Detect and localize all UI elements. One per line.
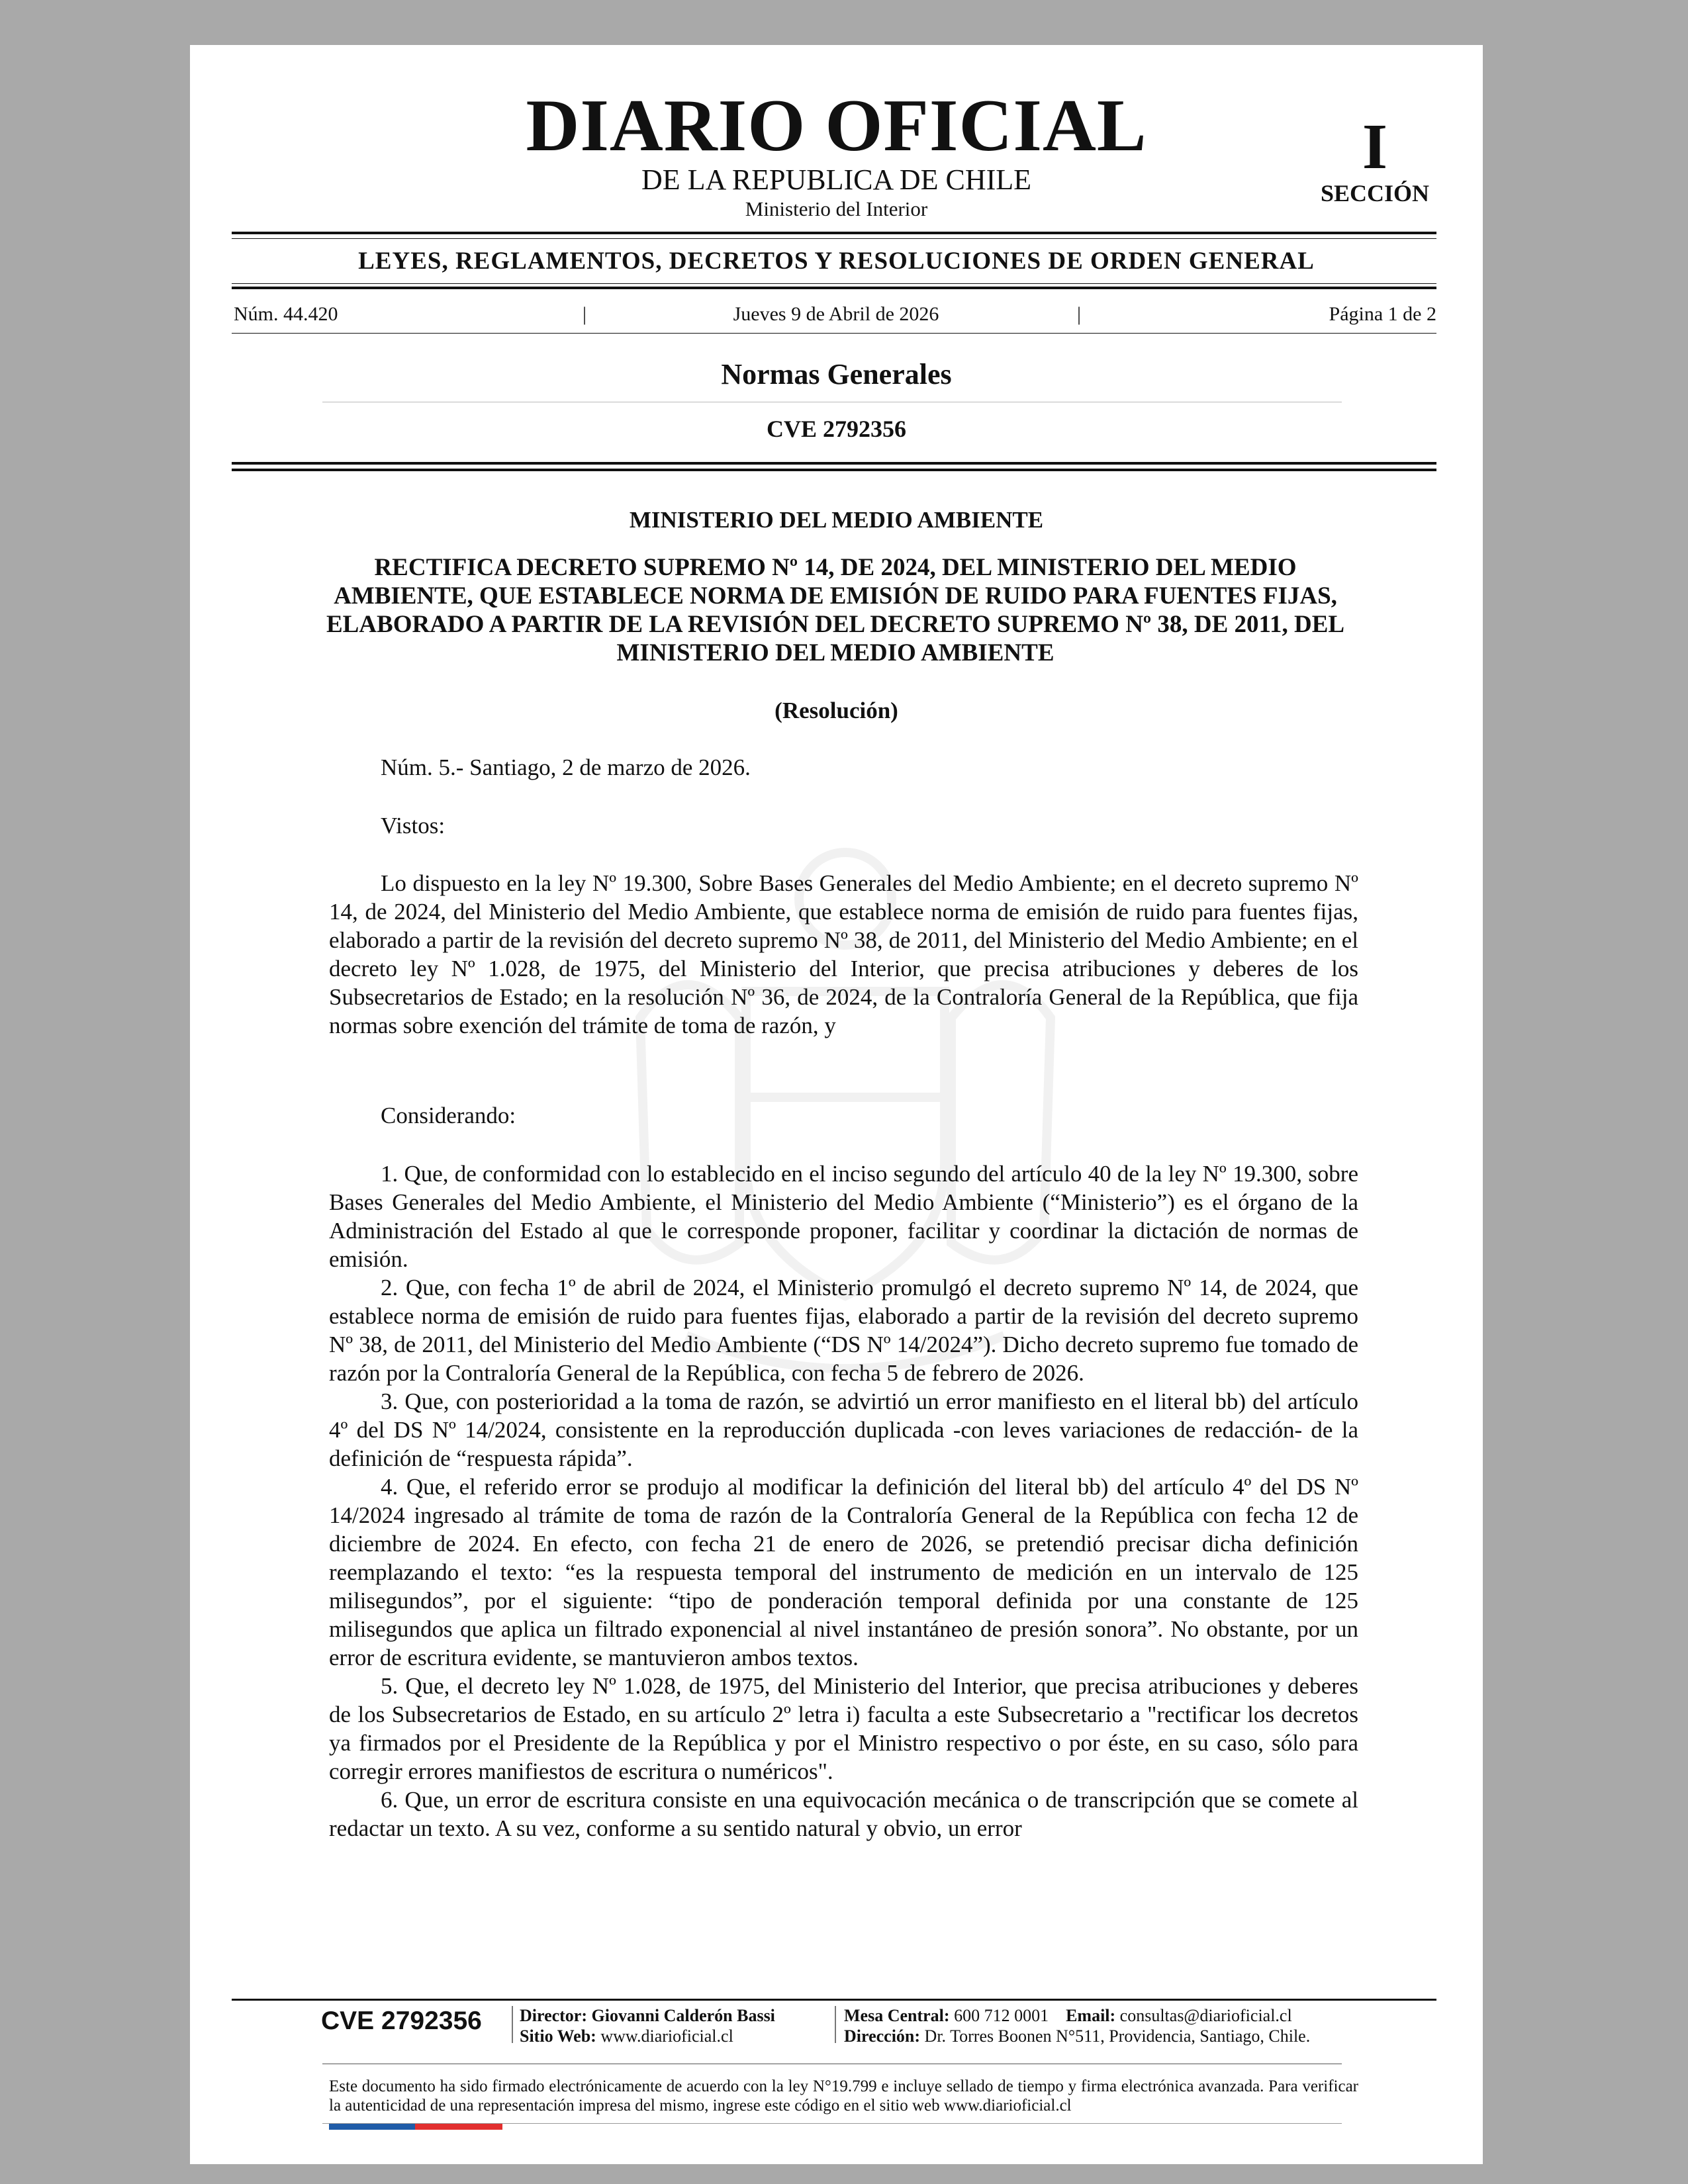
header-rule-thick [232,462,1436,465]
band-rule-thick [232,287,1436,289]
footer-separator [835,2006,836,2043]
footer-rule [232,1999,1436,2001]
considerando-item: 2. Que, con fecha 1º de abril de 2024, el Ministerio promulgó el decreto supremo Nº 14, de 2024, que establece norma de emisión de ruido para fuentes fijas, elaborado a partir de la revisión del decreto supremo Nº 38, de 2011, del Ministerio del Medio Ambiente (“DS Nº 14/2024”). Dicho decreto supremo fue tomado de razón por la Contraloría General de la República, con fecha 5 de febrero de 2026. [329,1275,1358,1386]
footer-cve-code: CVE 2792356 [321,2007,482,2035]
director-name: Giovanni Calderón Bassi [591,2006,775,2025]
footer-legal-notice: Este documento ha sido firmado electrónicamente de acuerdo con la ley N°19.799 e incluye sellado de tiempo y firma electrónica avanzada. Para verificar la autenticidad de una representación impresa del mismo, ingrese este código en el sitio web www.diarioficial.cl [329,2077,1358,2115]
address-text: Dr. Torres Boonen N°511, Providencia, Santiago, Chile. [924,2026,1311,2046]
email-label: Email: [1066,2006,1116,2025]
address-label: Dirección: [844,2026,921,2046]
footer-separator [512,2006,513,2043]
document-page [190,45,1483,2164]
issue-date: Jueves 9 de Abril de 2026 [733,303,939,325]
vistos-paragraph: Lo dispuesto en la ley Nº 19.300, Sobre Bases Generales del Medio Ambiente; en el decreto supremo Nº 14, de 2024, del Ministerio del Medio Ambiente, que establece norma de emisión de ruido para fuentes fijas, elaborado a partir de la revisión del decreto supremo Nº 38, de 2011, del Ministerio del Medio Ambiente; en el decreto ley Nº 1.028, de 1975, del Ministerio del Interior, que precisa atribuciones y deberes de los Subsecretarios de Estado; en la resolución Nº 36, de 2024, de la Contraloría General de la República, que fija normas sobre exención del trámite de toma de razón, y [329,870,1358,1038]
footer-bottom-rule [322,2123,1342,2124]
masthead-rule-thin [232,238,1436,239]
considerando-item: 6. Que, un error de escritura consiste en una equivocación mecánica o de transcripción que se comete al redactar un texto. A su vez, conforme a su sentido natural y obvio, un error [329,1787,1358,1841]
page-indicator: Página 1 de 2 [1329,303,1436,325]
meta-separator: | [583,303,587,325]
flag-stripe-red [415,2123,502,2130]
meta-rule [232,333,1436,334]
considerando-label: Considerando: [381,1103,516,1128]
header-rule-thick [232,469,1436,471]
considerando-item: 5. Que, el decreto ley Nº 1.028, de 1975, del Ministerio del Interior, que precisa atribuciones y deberes de los Subsecretarios de Estado, en su artículo 2º letra i) faculta a este Subsecretario a "rectificar los decretos ya firmados por el Presidente de la República y por el Ministro respectivo o por éste, en su caso, sólo para corregir errores manifiestos de escritura o numéricos". [329,1673,1358,1784]
considerando-item: 1. Que, de conformidad con lo establecido en el inciso segundo del artículo 40 de la ley Nº 19.300, sobre Bases Generales del Medio Ambiente, el Ministerio del Medio Ambiente (“Ministerio”) es el órgano de la Administración del Estado al que le corresponde proponer, facilitar y coordinar la dictación de normas de emisión. [329,1161,1358,1272]
masthead-subtitle: DE LA REPUBLICA DE CHILE [641,163,1032,196]
masthead-title: DIARIO OFICIAL [526,85,1147,167]
considerando-item: 3. Que, con posterioridad a la toma de razón, se advirtió un error manifiesto en el literal bb) del artículo 4º del DS Nº 14/2024, consistente en la reproducción duplicada -con leves variaciones de redacción- de la definición de “respuesta rápida”. [329,1388,1358,1471]
document-title: RECTIFICA DECRETO SUPREMO Nº 14, DE 2024, DEL MINISTERIO DEL MEDIO AMBIENTE, QUE ESTABLECE NORMA DE EMISIÓN DE RUIDO PARA FUENTES FIJAS, ELABORADO A PARTIR DE LA REVISIÓN DEL DECRETO SUPREMO Nº 38, DE 2011, DEL MINISTERIO DEL MEDIO AMBIENTE [326,554,1345,666]
phone-number: 600 712 0001 [954,2006,1049,2025]
email-address[interactable]: consultas@diarioficial.cl [1119,2006,1292,2025]
considerando-item: 4. Que, el referido error se produjo al modificar la definición del literal bb) del artículo 4º del DS Nº 14/2024 ingresado al trámite de toma de razón de la Contraloría General de la República con fecha 12 de diciembre de 2024. En efecto, con fecha 21 de enero de 2026, se pretendió precisar dicha definición reemplazando el texto: “es la respuesta temporal del instrumento de medición en un intervalo de 125 milisegundos”, por el siguiente: “tipo de ponderación temporal definida por una constante de 125 milisegundos que aplica un filtrado exponencial al nivel instantáneo de presión sonora”. No obstante, por un error de escritura evidente, se mantuvieron ambos textos. [329,1474,1358,1670]
section-heading: Normas Generales [721,358,952,390]
footer-director-block [520,2005,775,2046]
masthead-ministry: Ministerio del Interior [745,197,928,220]
director-label: Director: [520,2006,588,2025]
site-label: Sitio Web: [520,2026,596,2046]
meta-separator: | [1077,303,1082,325]
considerandos-list [329,1160,1358,1843]
issue-number: Núm. 44.420 [234,303,338,325]
site-url[interactable]: www.diarioficial.cl [600,2026,733,2046]
flag-stripe-blue [329,2123,415,2130]
document-type: (Resolución) [774,698,898,723]
footer-contact-block [844,2005,1310,2046]
section-numeral: I [1362,111,1388,183]
band-rule-thin [232,283,1436,284]
vistos-label: Vistos: [381,813,445,839]
document-ministry: MINISTERIO DEL MEDIO AMBIENTE [629,507,1044,533]
cve-code: CVE 2792356 [766,416,906,442]
band-title: LEYES, REGLAMENTOS, DECRETOS Y RESOLUCIONES DE ORDEN GENERAL [358,248,1315,275]
document-number-line: Núm. 5.- Santiago, 2 de marzo de 2026. [381,754,751,780]
phone-label: Mesa Central: [844,2006,950,2025]
masthead-rule-thick [232,232,1436,234]
section-label: SECCIÓN [1320,180,1430,206]
